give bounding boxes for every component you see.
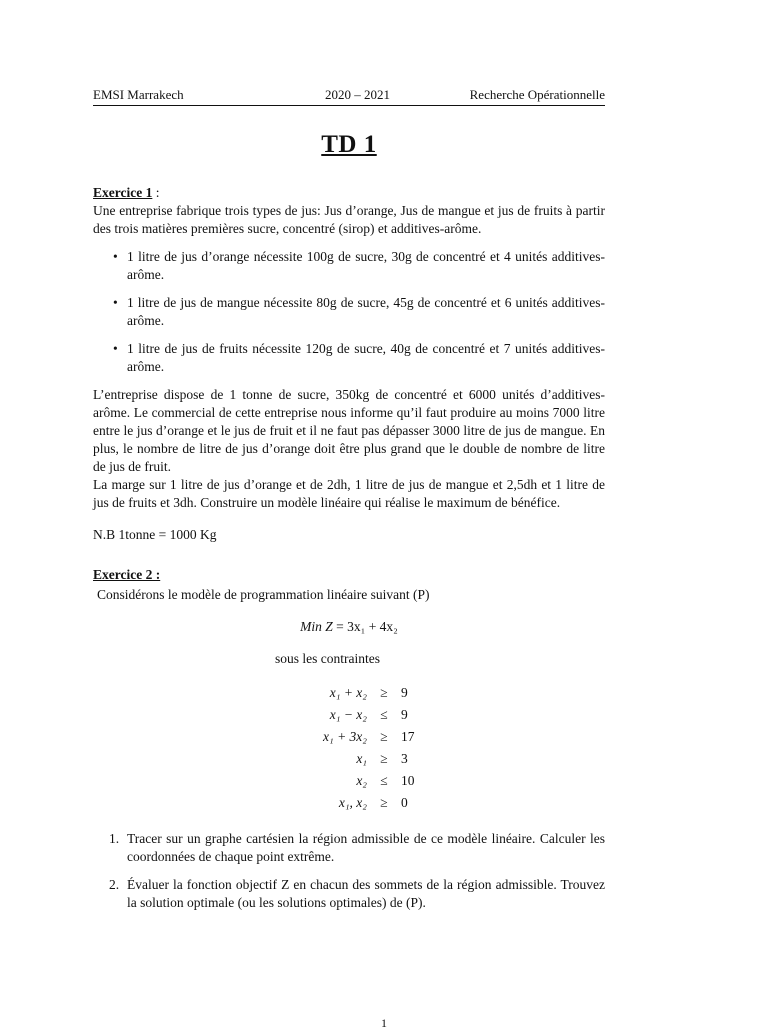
- table-row: [283, 770, 419, 792]
- constraint-relation: ≤: [380, 707, 388, 722]
- exercise-1-bullet-list: [93, 248, 605, 376]
- table-row: [283, 682, 419, 704]
- page-title: TD 1: [321, 131, 377, 158]
- constraint-lhs: x₁: [356, 751, 367, 766]
- page-number: 1: [381, 1016, 387, 1030]
- constraint-rhs: 17: [401, 729, 415, 744]
- exercise-1-heading-label: Exercice 1: [93, 185, 153, 200]
- table-row: [283, 704, 419, 726]
- bullet-icon: •: [113, 341, 118, 356]
- exercise-2-intro: Considérons le modèle de programmation linéaire suivant (P): [97, 587, 430, 602]
- constraint-relation: ≤: [380, 773, 388, 788]
- list-item: [93, 876, 605, 912]
- constraint-rhs: 10: [401, 773, 415, 788]
- constraint-relation: ≥: [380, 795, 388, 810]
- header-school: EMSI Marrakech: [93, 87, 184, 102]
- table-row: [283, 748, 419, 770]
- page-header: [93, 86, 605, 106]
- list-item: [93, 248, 605, 284]
- constraints-table: [283, 682, 419, 814]
- constraint-relation: ≥: [380, 751, 388, 766]
- constraint-lhs: x₁ + x₂: [329, 685, 367, 700]
- header-course: Recherche Opérationnelle: [469, 87, 605, 102]
- exercise-1-heading: [93, 184, 605, 202]
- list-item: [93, 294, 605, 330]
- constraints-caption: sous les contraintes: [275, 651, 380, 666]
- exercise-1-constraints-paragraph: L’entreprise dispose de 1 tonne de sucre, 350kg de concentré et 6000 unités d’additives-arôme. Le commercial de cette entreprise nous informe qu’il faut produire au moins 7000 litre entre le jus d’orange et le jus de fruit et il ne faut pas dépasser 3000 litre de jus de mangue. En plus, le nombre de litre de jus d’orange doit être plus grand que le double de nombre de litre de jus de fruit.: [93, 387, 605, 474]
- constraint-relation: ≥: [380, 685, 388, 700]
- question-text: Tracer sur un graphe cartésien la région admissible de ce modèle linéaire. Calculer les coordonnées de chaque point extrême.: [127, 831, 605, 864]
- question-number: 1.: [109, 831, 120, 846]
- constraint-lhs: x₁ + 3x₂: [323, 729, 367, 744]
- constraint-relation: ≥: [380, 729, 388, 744]
- constraint-rhs: 9: [401, 707, 408, 722]
- constraint-rhs: 9: [401, 685, 408, 700]
- list-item: [93, 830, 605, 866]
- exercise-1-note: N.B 1tonne = 1000 Kg: [93, 527, 217, 542]
- bullet-text: 1 litre de jus de mangue nécessite 80g de sucre, 45g de concentré et 6 unités additives-arôme.: [127, 295, 605, 328]
- exercise-2-heading: [93, 566, 605, 584]
- question-text: Évaluer la fonction objectif Z en chacun des sommets de la région admissible. Trouvez la solution optimale (ou les solutions optimales) de (P).: [127, 877, 605, 910]
- bullet-icon: •: [113, 249, 118, 264]
- exercise-2-question-list: [93, 830, 605, 912]
- table-row: [283, 726, 419, 748]
- constraint-rhs: 0: [401, 795, 408, 810]
- objective-function: [93, 618, 605, 636]
- constraint-lhs: x₁ − x₂: [329, 707, 367, 722]
- bullet-icon: •: [113, 295, 118, 310]
- bullet-text: 1 litre de jus d’orange nécessite 100g de sucre, 30g de concentré et 4 unités additives-arôme.: [127, 249, 605, 282]
- exercise-1-margin-paragraph: La marge sur 1 litre de jus d’orange et de 2dh, 1 litre de jus de mangue et 2,5dh et 1 litre de jus de fruits et 3dh. Construire un modèle linéaire qui réalise le maximum de bénéfice.: [93, 477, 605, 510]
- exercise-2-heading-label: Exercice 2 :: [93, 567, 161, 582]
- header-year: 2020 – 2021: [325, 87, 390, 102]
- exercise-1-heading-suffix: :: [152, 185, 160, 200]
- constraint-rhs: 3: [401, 751, 408, 766]
- objective-expression: = 3x₁ + 4x₂: [332, 619, 398, 634]
- question-number: 2.: [109, 877, 120, 892]
- table-row: [283, 792, 419, 814]
- objective-prefix: Min Z: [300, 619, 333, 634]
- constraint-lhs: x₂: [356, 773, 367, 788]
- document-page: [93, 86, 605, 922]
- exercise-1-intro: Une entreprise fabrique trois types de jus: Jus d’orange, Jus de mangue et jus de fruits à partir des trois matières premières sucre, concentré (sirop) et additives-arôme.: [93, 203, 605, 236]
- list-item: [93, 340, 605, 376]
- constraint-lhs: x₁, x₂: [338, 795, 367, 810]
- bullet-text: 1 litre de jus de fruits nécessite 120g de sucre, 40g de concentré et 7 unités additives-arôme.: [127, 341, 605, 374]
